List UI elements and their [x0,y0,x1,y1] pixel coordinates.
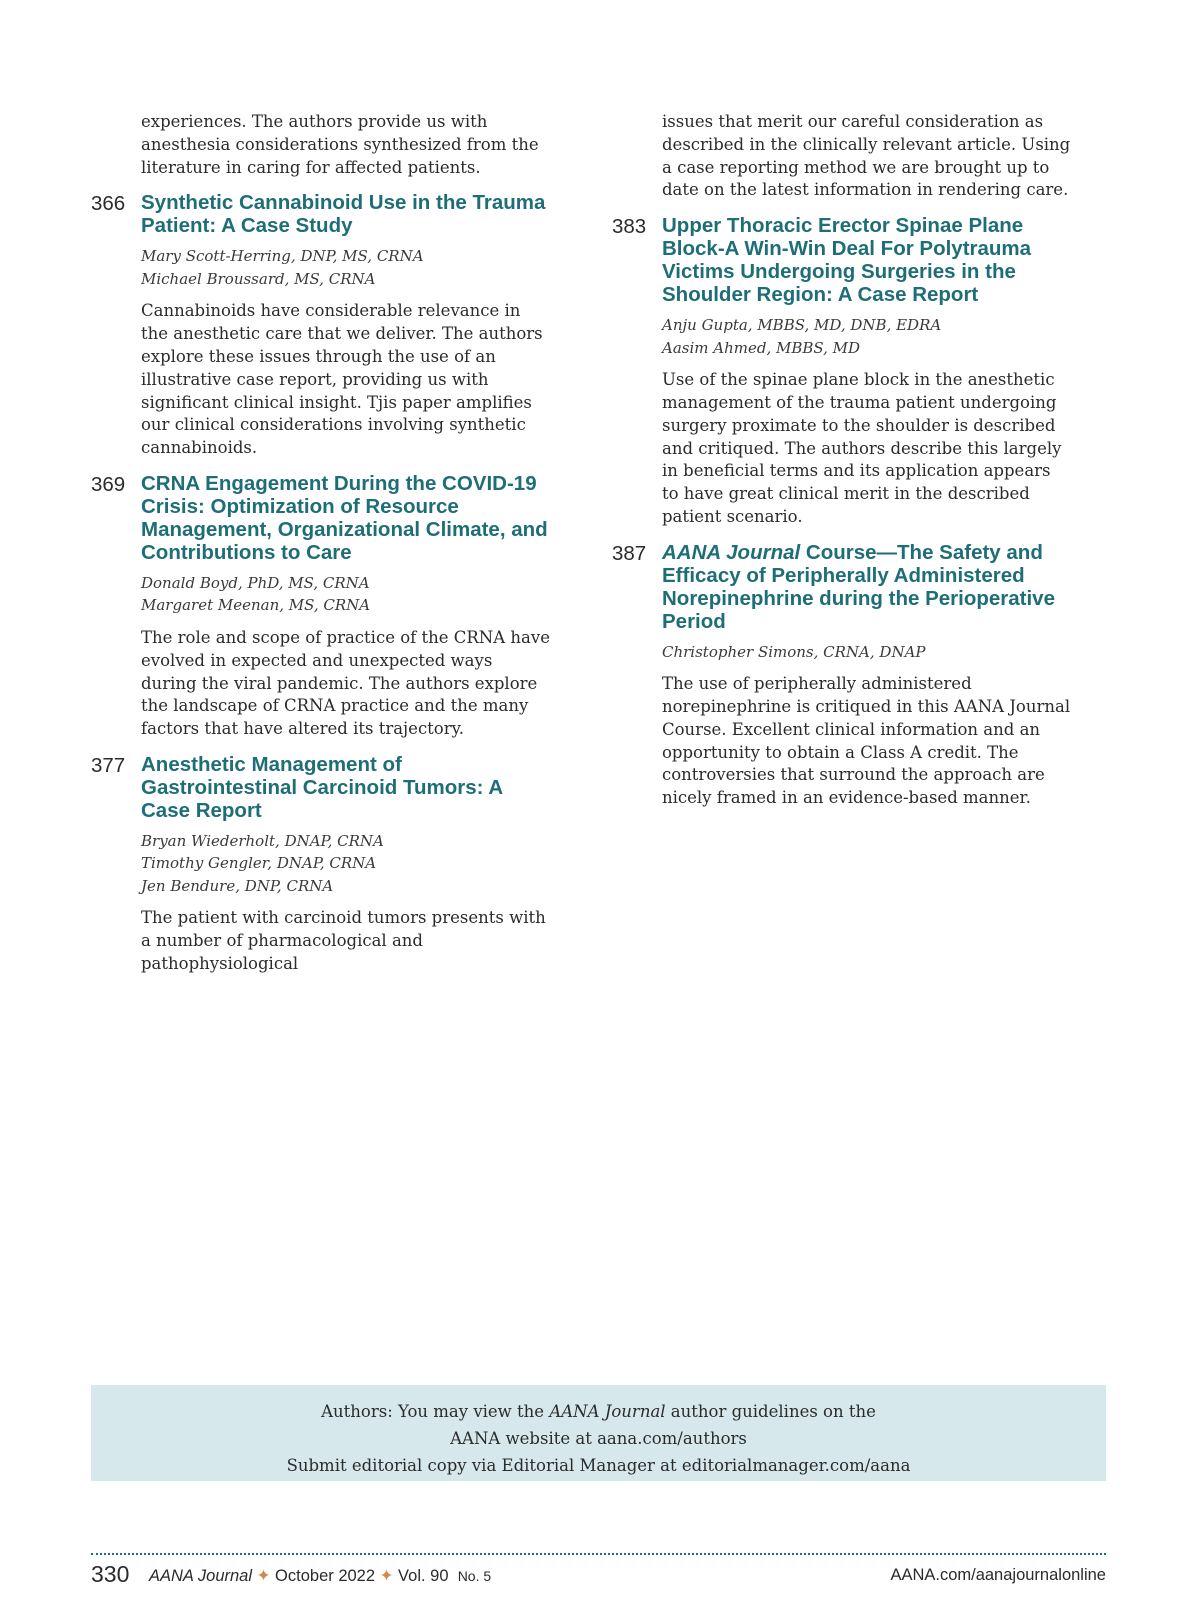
toc-entry [91,191,551,460]
author-guidelines-notice [91,1385,1106,1481]
author: Donald Boyd, PhD, MS, CRNA [141,573,370,592]
entry-title-link[interactable]: CRNA Engagement During the COVID-19 Crisis: Optimization of Resource Management, Organizational Climate, and Contributions to Care [141,471,548,564]
footer-issue: No. 5 [457,1568,492,1584]
author: Anju Gupta, MBBS, MD, DNB, EDRA [662,316,942,335]
entry-authors [141,245,551,290]
entry-page-number: 369 [91,472,126,496]
diamond-icon: ✦ [379,1567,394,1585]
author: Margaret Meenan, MS, CRNA [141,596,371,615]
editorial-manager-link-line[interactable]: Submit editorial copy via Editorial Manager at editorialmanager.com/aana [286,1456,911,1475]
footer-page-number: 330 [91,1561,130,1587]
entry-title-link[interactable]: Upper Thoracic Erector Spinae Plane Block-A Win-Win Deal For Polytrauma Victims Undergoing Surgeries in the Shoulder Region: A Case Report [662,214,1032,307]
entry-description: Cannabinoids have considerable relevance in the anesthetic care that we deliver. The authors explore these issues through the use of an illustrative case report, providing us with significant clinical insight. Tjis paper amplifies our clinical considerations involving synthetic cannabinoids. [141,301,543,458]
entry-title-link[interactable] [662,541,1072,633]
entry-page-number: 387 [612,541,647,565]
left-column [91,111,551,988]
entry-authors [662,641,1072,664]
journal-name: AANA Journal [662,540,801,564]
authors-link-line[interactable]: AANA website at aana.com/authors [450,1429,747,1448]
title-text: Course—The Safety and Efficacy of Peripherally Administered Norepinephrine during the Perioperative Period [662,540,1055,633]
footer-journal: AANA Journal [149,1567,253,1585]
right-column [612,111,1072,822]
author: Timothy Gengler, DNAP, CRNA [141,854,377,873]
entry-description: Use of the spinae plane block in the anesthetic management of the trauma patient undergoing surgery proximate to the shoulder is described and critiqued. The authors describe this largely in beneficial terms and its application appears to have great clinical merit in the described patient scenario. [662,370,1062,526]
journal-name: AANA Journal [549,1402,666,1421]
footer-issue-info [149,1566,491,1586]
footer-divider [91,1553,1106,1555]
footer-url-link[interactable]: AANA.com/aanajournalonline [890,1566,1106,1584]
author: Michael Broussard, MS, CRNA [141,269,376,288]
author: Jen Bendure, DNP, CRNA [141,876,334,895]
author: Christopher Simons, CRNA, DNAP [662,642,926,661]
page-footer [91,1561,1106,1589]
toc-entry [91,472,551,741]
entry-page-number: 377 [91,753,126,777]
entry-authors [141,830,551,898]
footer-volume: Vol. 90 [398,1567,449,1585]
author: Aasim Ahmed, MBBS, MD [662,338,861,357]
footer-date: October 2022 [275,1567,376,1585]
notice-line [91,1398,1106,1425]
toc-entry [91,753,551,976]
entry-page-number: 383 [612,215,647,239]
entry-description: The patient with carcinoid tumors presents with a number of pharmacological and pathophysiological [141,908,546,974]
notice-text: Authors: You may view the [321,1402,550,1421]
author: Mary Scott-Herring, DNP, MS, CRNA [141,247,424,266]
entry-authors [662,314,1072,359]
entry-page-number: 366 [91,192,126,216]
entry-title-link[interactable]: Anesthetic Management of Gastrointestinal Carcinoid Tumors: A Case Report [141,752,503,822]
entry-description: The role and scope of practice of the CRNA have evolved in expected and unexpected ways during the viral pandemic. The authors explore the landscape of CRNA practice and the many factors that have altered its trajectory. [141,627,550,739]
diamond-icon: ✦ [256,1567,271,1585]
toc-entry [612,541,1072,810]
entry-title-link[interactable]: Synthetic Cannabinoid Use in the Trauma Patient: A Case Study [141,191,546,238]
entry-authors [141,572,551,617]
toc-entry [612,214,1072,529]
entry-description: The use of peripherally administered norepinephrine is critiqued in this AANA Journal Course. Excellent clinical information and an opportunity to obtain a Class A credit. The controversies that surround the approach are nicely framed in an evidence-based manner. [662,674,1071,808]
author: Bryan Wiederholt, DNAP, CRNA [141,831,384,850]
continued-text: experiences. The authors provide us with anesthesia considerations synthesized from the literature in caring for affected patients. [141,112,539,177]
notice-text: author guidelines on the [665,1402,876,1421]
continued-text: issues that merit our careful consideration as described in the clinically relevant article. Using a case reporting method we are brought up to date on the latest information in rendering care. [662,112,1071,200]
